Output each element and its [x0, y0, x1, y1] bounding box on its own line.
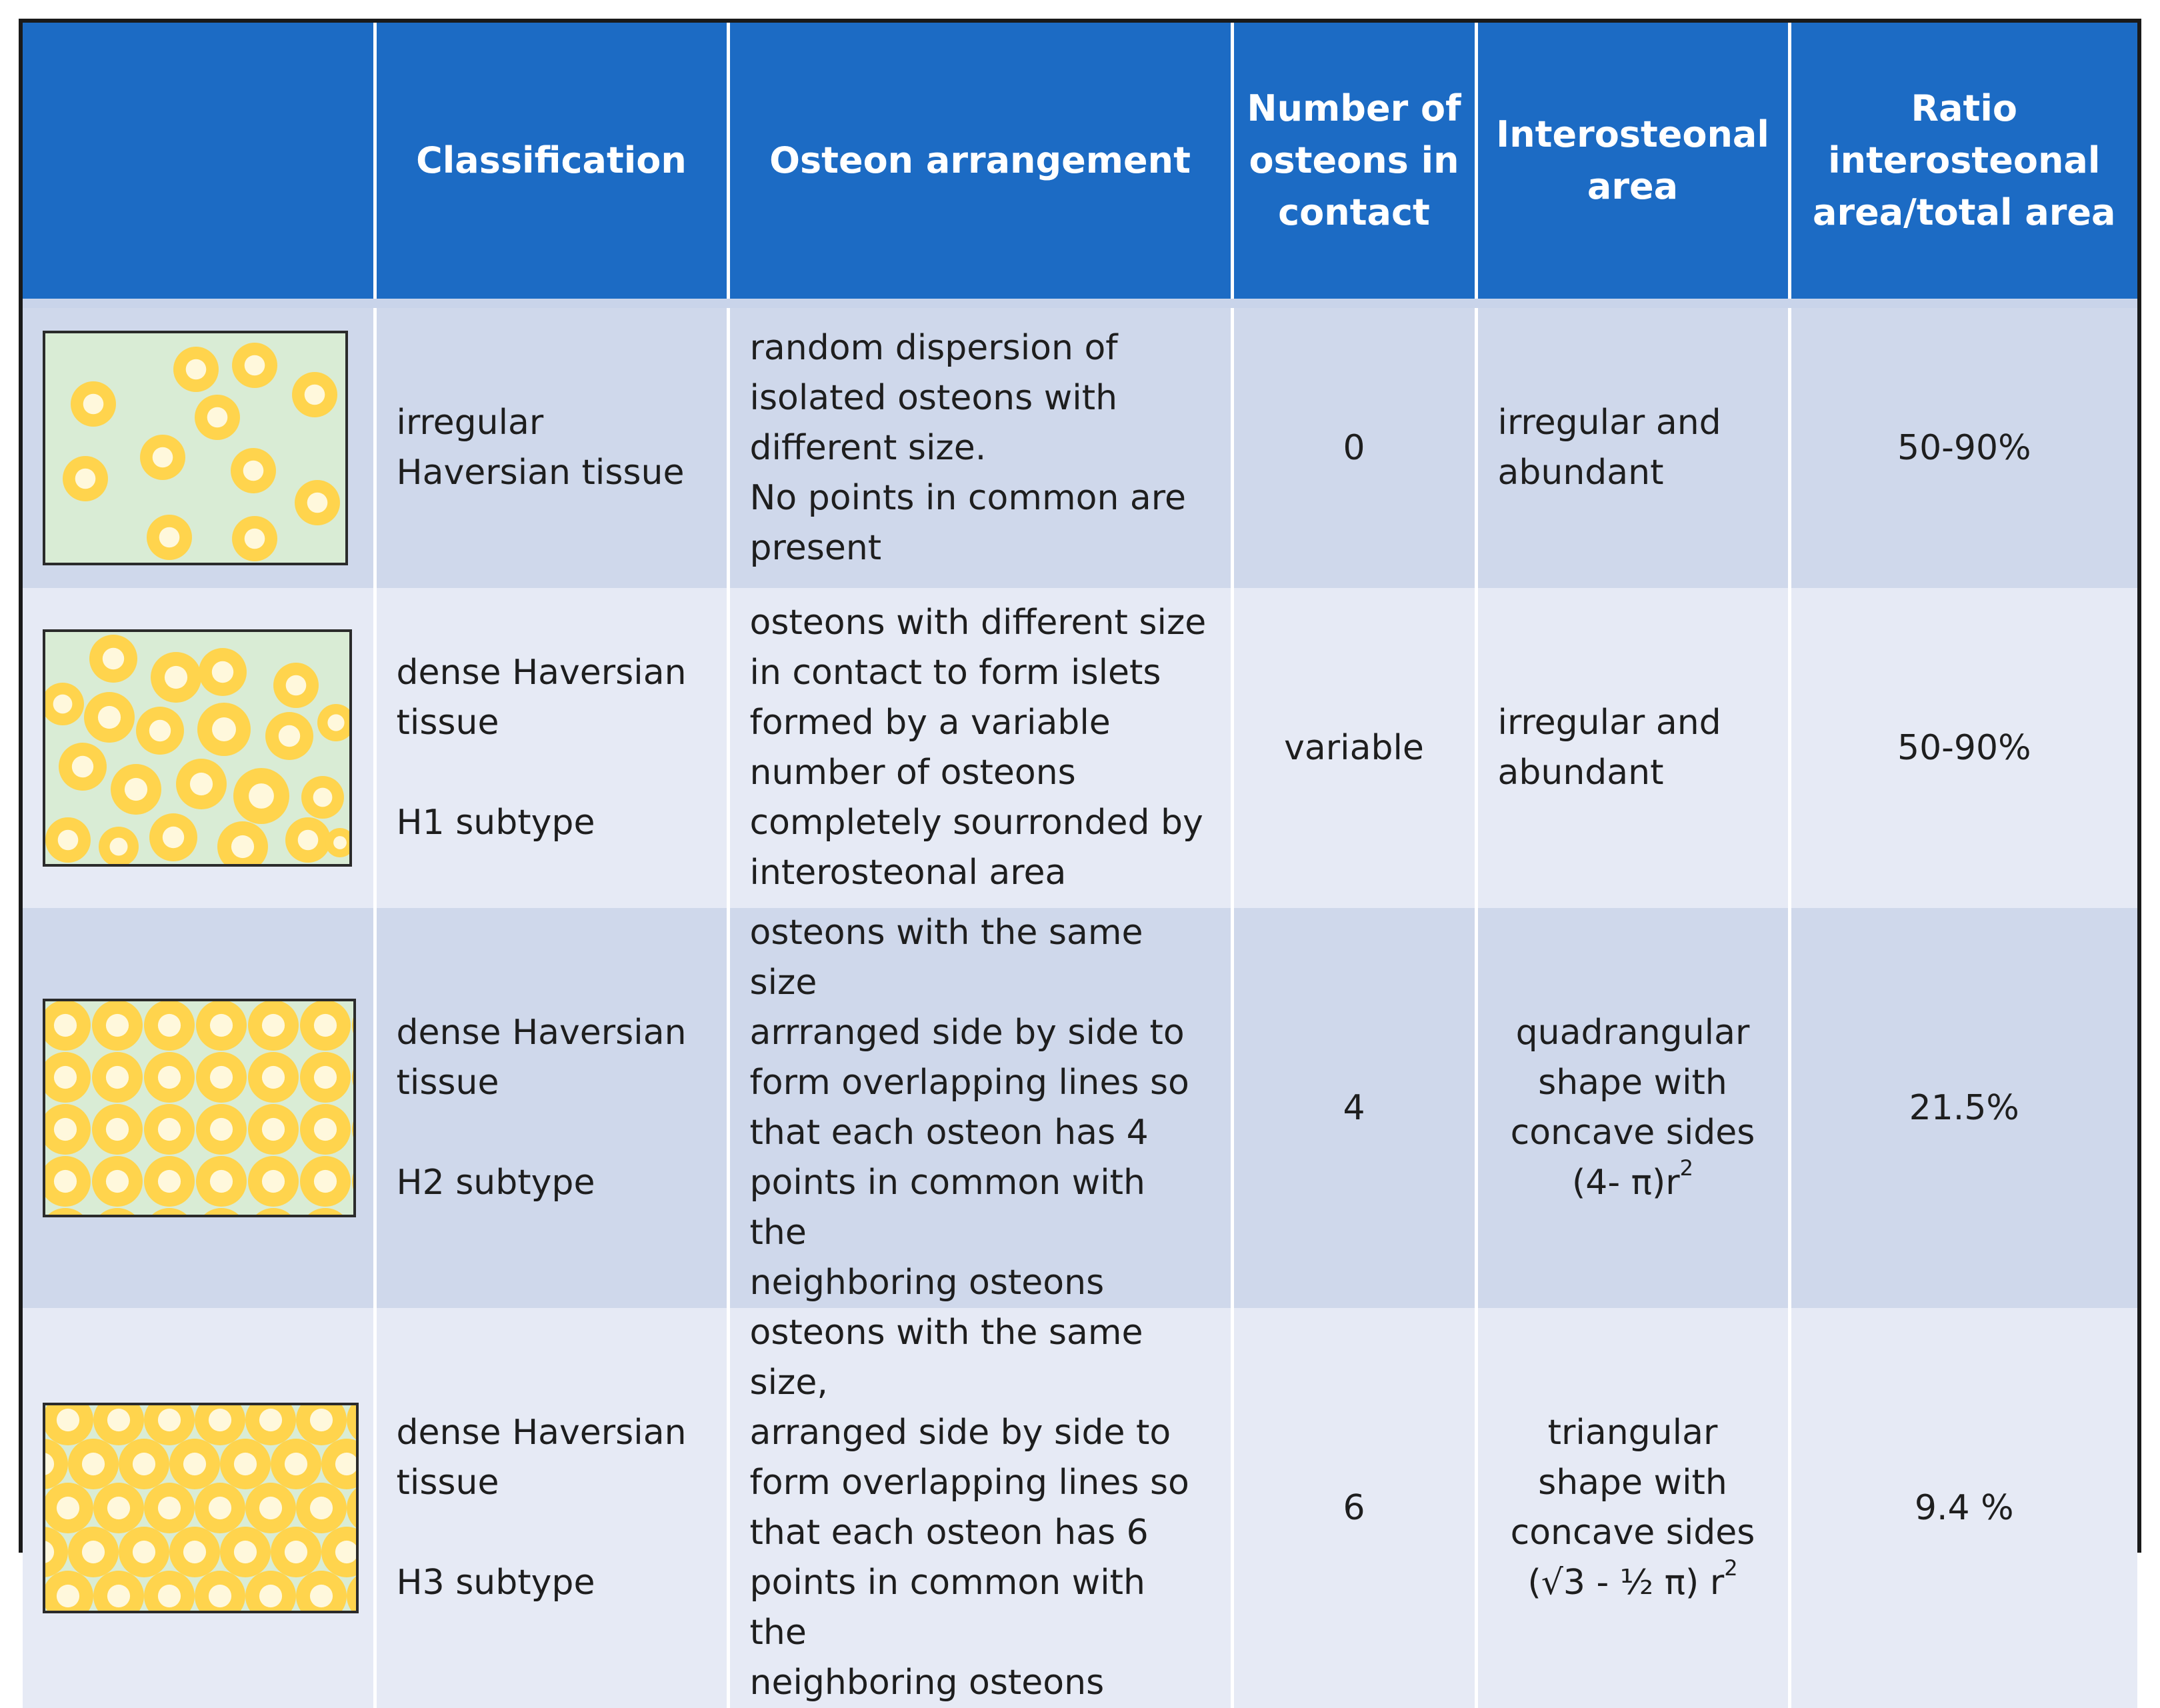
interosteonal-line: concave sides [1510, 1513, 1755, 1553]
haversian-canal [54, 1014, 77, 1037]
osteon-ring [17, 1615, 68, 1665]
osteon [68, 1615, 119, 1665]
contact-cell: 0 [1232, 308, 1476, 588]
haversian-canal [165, 666, 187, 689]
haversian-canal [314, 1170, 337, 1193]
osteon [232, 343, 277, 388]
haversian-canal [158, 1066, 181, 1089]
area-formula [1498, 1155, 1768, 1208]
haversian-canal [285, 1541, 307, 1563]
arrangement-cell [728, 908, 1232, 1308]
osteon [245, 1483, 296, 1533]
osteon [231, 448, 276, 493]
osteon-ring [0, 1483, 43, 1533]
osteon [119, 1439, 169, 1489]
haversian-canal [72, 756, 93, 777]
osteon [149, 813, 197, 861]
haversian-canal [98, 706, 121, 729]
osteon [68, 1439, 119, 1489]
classification-table-frame [19, 19, 2141, 1703]
table-row [23, 1308, 2137, 1708]
haversian-canal [262, 1222, 285, 1245]
osteon [292, 372, 337, 417]
osteon [271, 1615, 321, 1665]
table-row [23, 908, 2137, 1308]
osteon-ring [0, 1395, 43, 1445]
haversian-canal [82, 1629, 105, 1651]
haversian-canal [107, 1585, 130, 1607]
osteon [144, 1483, 195, 1533]
osteon [196, 1000, 247, 1051]
haversian-canal [158, 1222, 181, 1245]
haversian-canal [234, 1453, 257, 1475]
osteon [220, 1439, 271, 1489]
osteon [92, 1156, 143, 1207]
osteon [321, 1527, 372, 1577]
osteon [195, 1483, 245, 1533]
classification-cell [375, 308, 728, 588]
haversian-canal [183, 1541, 206, 1563]
osteon [169, 1439, 220, 1489]
arrangement-line: completely sourronded by [749, 803, 1203, 843]
h2-diagram [23, 908, 375, 1308]
osteon [265, 712, 313, 760]
haversian-canal [133, 1541, 155, 1563]
arrangement-cell [728, 308, 1232, 588]
haversian-canal [231, 835, 254, 858]
arrangement-line: that each osteon has 6 [749, 1513, 1149, 1553]
interosteonal-cell [1476, 1308, 1789, 1708]
arrangement-line: arranged side by side to [749, 1413, 1171, 1453]
haversian-canal [133, 1453, 155, 1475]
header-interosteonal: Interosteonal area [1476, 23, 1789, 299]
haversian-canal [209, 1497, 231, 1519]
osteon [245, 1395, 296, 1445]
haversian-canal [186, 359, 207, 380]
arrangement-line: osteons with the same size, [749, 1313, 1143, 1403]
osteon [92, 1052, 143, 1103]
osteon [92, 1000, 143, 1051]
classification-cell [375, 588, 728, 908]
arrangement-line: osteons with the same size [749, 913, 1143, 1003]
osteon [248, 1000, 299, 1051]
haversian-canal [153, 447, 173, 468]
osteon [144, 1156, 195, 1207]
area-formula-exponent: 2 [1679, 1155, 1693, 1181]
arrangement-line: arrranged side by side to [749, 1013, 1185, 1053]
osteon [147, 515, 192, 560]
haversian-canal [110, 838, 128, 856]
osteon [176, 759, 227, 809]
haversian-canal [58, 830, 79, 851]
haversian-canal [54, 1066, 77, 1089]
subtype-text: H3 subtype [396, 1563, 595, 1603]
osteon [199, 648, 247, 696]
arrangement-line: in contact to form islets [749, 653, 1161, 693]
osteon [43, 1483, 93, 1533]
osteon [0, 1395, 43, 1445]
osteon [140, 435, 185, 480]
osteon-ring [119, 1615, 169, 1665]
osteon [0, 1571, 43, 1621]
arrangement-line: isolated osteons with [749, 377, 1118, 418]
interosteonal-line: irregular and [1497, 703, 1721, 743]
arrangement-cell [728, 1308, 1232, 1708]
arrangement-line: interosteonal area [749, 853, 1067, 893]
osteon [84, 692, 135, 743]
haversian-canal [335, 1453, 358, 1475]
osteon [68, 1527, 119, 1577]
header-arrangement: Osteon arrangement [728, 23, 1232, 299]
haversian-canal [210, 1014, 233, 1037]
haversian-canal [313, 788, 333, 807]
haversian-canal [209, 1585, 231, 1607]
arrangement-line: that each osteon has 4 [749, 1113, 1149, 1153]
osteon [17, 1615, 68, 1665]
interosteonal-cell [1476, 308, 1789, 588]
osteon-diagram-h1 [43, 629, 352, 867]
osteon [169, 1527, 220, 1577]
haversian-canal [333, 836, 347, 849]
arrangement-line: different size. [749, 427, 987, 468]
osteon [43, 1571, 93, 1621]
osteon [300, 1104, 351, 1155]
osteon [300, 1156, 351, 1207]
osteon [41, 683, 84, 725]
osteon [59, 743, 107, 791]
haversian-canal [82, 1453, 105, 1475]
osteon [301, 776, 344, 819]
haversian-canal [106, 1014, 129, 1037]
area-formula-exponent: 2 [1724, 1555, 1738, 1581]
haversian-canal [286, 675, 307, 696]
haversian-canal [183, 1629, 206, 1651]
haversian-canal [259, 1497, 282, 1519]
osteon [300, 1000, 351, 1051]
osteon [248, 1156, 299, 1207]
haversian-canal [106, 1118, 129, 1141]
haversian-canal [259, 1585, 282, 1607]
haversian-canal [314, 1118, 337, 1141]
arrangement-line: osteons with different size [749, 603, 1207, 643]
haversian-canal [210, 1066, 233, 1089]
haversian-canal [106, 1066, 129, 1089]
arrangement-line: form overlapping lines so [749, 1063, 1189, 1103]
haversian-canal [314, 1014, 337, 1037]
arrangement-line: number of osteons [749, 753, 1076, 793]
interosteonal-line: irregular and [1497, 403, 1721, 443]
haversian-canal [245, 529, 265, 549]
classification-text: dense Haversian tissue [396, 1013, 687, 1103]
haversian-canal [234, 1541, 257, 1563]
haversian-canal [245, 355, 265, 376]
osteon [220, 1615, 271, 1665]
osteon [144, 1395, 195, 1445]
osteon-diagram-h3 [43, 1403, 359, 1613]
haversian-canal [212, 717, 236, 741]
osteon [93, 1395, 144, 1445]
osteon [63, 456, 108, 501]
haversian-canal [262, 1118, 285, 1141]
haversian-canal [207, 407, 228, 428]
osteon [40, 1156, 91, 1207]
osteon [273, 663, 319, 708]
osteon [321, 1615, 372, 1665]
header-contact: Number of osteons in contact [1232, 23, 1476, 299]
contact-cell: 6 [1232, 1308, 1476, 1708]
interosteonal-line: shape with [1538, 1063, 1727, 1103]
haversian-canal [212, 661, 233, 683]
osteon [197, 703, 251, 756]
haversian-canal [327, 714, 344, 731]
osteon-ring [321, 1615, 372, 1665]
contact-cell: 4 [1232, 908, 1476, 1308]
arrangement-line: present [749, 527, 882, 568]
haversian-canal [158, 1118, 181, 1141]
osteon [196, 1104, 247, 1155]
haversian-canal [159, 527, 180, 548]
haversian-canal [183, 1453, 206, 1475]
interosteonal-line: shape with [1538, 1463, 1727, 1503]
ratio-cell: 50-90% [1789, 308, 2137, 588]
osteon [40, 1052, 91, 1103]
osteon [92, 1104, 143, 1155]
osteon [40, 1104, 91, 1155]
haversian-canal [54, 1170, 77, 1193]
haversian-canal [158, 1170, 181, 1193]
haversian-canal [335, 1541, 358, 1563]
osteon [271, 1527, 321, 1577]
haversian-canal [335, 1629, 358, 1651]
haversian-canal [285, 1629, 307, 1651]
osteon [232, 516, 277, 561]
osteon [93, 1571, 144, 1621]
osteon [71, 381, 116, 427]
haversian-canal [210, 1118, 233, 1141]
haversian-canal [158, 1585, 181, 1607]
osteon [196, 1052, 247, 1103]
table-row [23, 308, 2137, 588]
osteon [144, 1571, 195, 1621]
h1-diagram [23, 588, 375, 908]
osteon-ring [220, 1615, 271, 1665]
haversian-canal [75, 469, 96, 489]
interosteonal-cell [1476, 588, 1789, 908]
osteon [144, 1104, 195, 1155]
osteon [99, 827, 139, 867]
haversian-canal [54, 1118, 77, 1141]
haversian-canal [158, 1014, 181, 1037]
classification-text: dense Haversian tissue [396, 653, 687, 743]
interosteonal-line: abundant [1497, 453, 1664, 493]
irregular-haversian-diagram [23, 308, 375, 588]
haversian-canal [57, 1497, 79, 1519]
osteon-ring [271, 1615, 321, 1665]
haversian-canal [310, 1497, 333, 1519]
osteon [220, 1527, 271, 1577]
haversian-canal [57, 1409, 79, 1431]
osteon [295, 480, 340, 525]
osteon [296, 1395, 347, 1445]
osteon [196, 1156, 247, 1207]
osteon [245, 1571, 296, 1621]
area-formula-text: (√3 - ½ π) r [1527, 1563, 1725, 1603]
osteon [144, 1000, 195, 1051]
arrangement-line: formed by a variable [749, 703, 1111, 743]
haversian-canal [6, 1497, 29, 1519]
arrangement-line: neighboring osteons [749, 1663, 1105, 1703]
osteon [119, 1615, 169, 1665]
osteon [93, 1483, 144, 1533]
osteon [43, 1395, 93, 1445]
header-row [23, 23, 2137, 299]
haversian-canal [54, 1222, 77, 1245]
header-ratio: Ratio interosteonal area/total area [1789, 23, 2137, 299]
haversian-canal [149, 720, 171, 741]
haversian-canal [314, 1066, 337, 1089]
osteon [195, 1571, 245, 1621]
osteon [144, 1052, 195, 1103]
h3-diagram [23, 1308, 375, 1708]
haversian-canal [285, 1453, 307, 1475]
osteon [89, 635, 137, 683]
osteon-diagram-h2 [43, 999, 356, 1217]
haversian-canal [57, 1585, 79, 1607]
haversian-canal [262, 1170, 285, 1193]
haversian-canal [314, 1222, 337, 1245]
osteon [136, 707, 184, 755]
haversian-canal [82, 1541, 105, 1563]
osteon [111, 764, 161, 815]
osteon [195, 395, 240, 440]
arrangement-line: form overlapping lines so [749, 1463, 1189, 1503]
subtype-text: H2 subtype [396, 1163, 595, 1203]
header-classification: Classification [375, 23, 728, 299]
ratio-cell: 9.4 % [1789, 1308, 2137, 1708]
osteon [0, 1483, 43, 1533]
interosteonal-cell [1476, 908, 1789, 1308]
osteon [248, 1104, 299, 1155]
arrangement-line: neighboring osteons [749, 1263, 1105, 1303]
haversian-canal [310, 1409, 333, 1431]
haversian-canal [103, 648, 124, 669]
osteon [300, 1052, 351, 1103]
haversian-canal [243, 461, 264, 481]
osteon [151, 652, 201, 703]
osteon [248, 1052, 299, 1103]
ratio-cell: 50-90% [1789, 588, 2137, 908]
haversian-canal [107, 1409, 130, 1431]
haversian-canal [262, 1066, 285, 1089]
osteon [296, 1483, 347, 1533]
haversian-canal [262, 1014, 285, 1037]
ratio-cell: 21.5% [1789, 908, 2137, 1308]
haversian-canal [158, 1497, 181, 1519]
classification-cell [375, 908, 728, 1308]
arrangement-line: No points in common are [749, 477, 1187, 518]
osteon [195, 1395, 245, 1445]
haversian-canal [133, 1629, 155, 1651]
arrangement-line: random dispersion of [749, 327, 1118, 368]
osteon [321, 1439, 372, 1489]
osteon-ring [68, 1615, 119, 1665]
interosteonal-line: abundant [1497, 753, 1664, 793]
osteon [45, 817, 91, 863]
haversian-canal [259, 1409, 282, 1431]
haversian-canal [106, 1170, 129, 1193]
haversian-canal [83, 394, 104, 415]
arrangement-line: points in common with the [749, 1563, 1146, 1653]
haversian-canal [6, 1409, 29, 1431]
haversian-canal [190, 773, 213, 795]
haversian-canal [234, 1629, 257, 1651]
haversian-canal [107, 1497, 130, 1519]
header-diagram [23, 23, 375, 299]
osteon-classification-table [23, 23, 2137, 1708]
osteon-ring [169, 1615, 220, 1665]
osteon [317, 704, 355, 741]
classification-text: irregular Haversian tissue [396, 403, 685, 493]
haversian-canal [305, 385, 325, 405]
osteon [271, 1439, 321, 1489]
haversian-canal [307, 493, 328, 513]
haversian-canal [209, 1409, 231, 1431]
haversian-canal [53, 695, 73, 714]
osteon [119, 1527, 169, 1577]
arrangement-line: points in common with the [749, 1163, 1146, 1253]
osteon [40, 1000, 91, 1051]
area-formula [1498, 1555, 1768, 1608]
haversian-canal [249, 783, 274, 809]
arrangement-cell [728, 588, 1232, 908]
osteon-diagram-irregular [43, 331, 348, 565]
interosteonal-line: concave sides [1510, 1113, 1755, 1153]
subtype-text: H1 subtype [396, 803, 595, 843]
haversian-canal [6, 1585, 29, 1607]
haversian-canal [279, 725, 300, 747]
contact-cell: variable [1232, 588, 1476, 908]
haversian-canal [125, 778, 147, 801]
classification-cell [375, 1308, 728, 1708]
osteon [169, 1615, 220, 1665]
haversian-canal [210, 1170, 233, 1193]
table-row [23, 588, 2137, 908]
haversian-canal [163, 827, 184, 848]
osteon [173, 347, 219, 392]
interosteonal-line: quadrangular [1515, 1013, 1750, 1053]
area-formula-text: (4- π)r [1572, 1163, 1680, 1203]
haversian-canal [106, 1222, 129, 1245]
haversian-canal [310, 1585, 333, 1607]
haversian-canal [158, 1409, 181, 1431]
osteon [296, 1571, 347, 1621]
haversian-canal [210, 1222, 233, 1245]
osteon [233, 768, 289, 824]
classification-text: dense Haversian tissue [396, 1413, 687, 1503]
haversian-canal [298, 830, 319, 851]
interosteonal-line: triangular [1547, 1413, 1718, 1453]
osteon-ring [0, 1571, 43, 1621]
haversian-canal [31, 1629, 54, 1651]
osteon [285, 817, 331, 863]
